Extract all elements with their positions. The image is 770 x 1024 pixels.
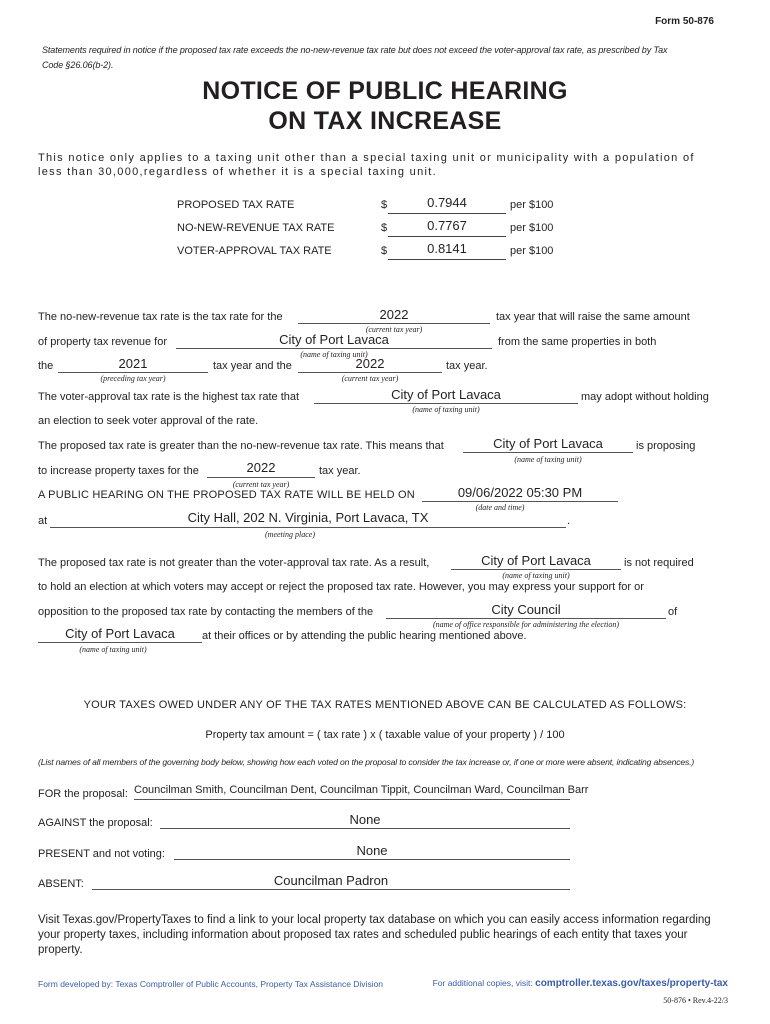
p3-text-1: The proposed tax rate is greater than the no-new-revenue tax rate. This means that xyxy=(38,440,444,452)
p4-taxing-unit[interactable]: City of Port Lavaca xyxy=(481,553,591,568)
p2-text-1: The voter-approval tax rate is the highest tax rate that xyxy=(38,391,300,403)
p1-blank-1 xyxy=(298,323,490,324)
p4-taxing-unit-2[interactable]: City of Port Lavaca xyxy=(65,626,175,641)
p1-text-1: The no-new-revenue tax rate is the tax rate for the xyxy=(38,311,283,323)
p1-preceding-year[interactable]: 2021 xyxy=(118,356,148,371)
vote-value-present[interactable]: None xyxy=(356,843,388,858)
header-note: Statements required in notice if the proposed tax rate exceeds the no-new-revenue tax rate but does not exceed the voter-approval tax rate, as prescribed by Tax Code §26.06(b-2). xyxy=(42,45,668,70)
vote-label-absent: ABSENT: xyxy=(38,878,84,890)
rate-value-voter-approval[interactable]: 0.8141 xyxy=(427,241,467,256)
p1-caption-2: (name of taxing unit) xyxy=(300,350,368,359)
p1-caption-3: (preceding tax year) xyxy=(100,374,166,383)
p1-caption-4: (current tax year) xyxy=(341,374,399,383)
hearing-text-1: A PUBLIC HEARING ON THE PROPOSED TAX RATE WILL BE HELD ON xyxy=(38,489,415,501)
p1-blank-2 xyxy=(176,348,492,349)
p2-blank-1 xyxy=(314,403,578,404)
p3-current-year[interactable]: 2022 xyxy=(246,460,276,475)
calc-heading: YOUR TAXES OWED UNDER ANY OF THE TAX RATES MENTIONED ABOVE CAN BE CALCULATED AS FOLLOWS: xyxy=(83,699,687,711)
p3-blank-1 xyxy=(463,452,633,453)
p1-current-year-2[interactable]: 2022 xyxy=(355,356,385,371)
p2-caption-1: (name of taxing unit) xyxy=(412,405,480,414)
p4-text-4: opposition to the proposed tax rate by contacting the members of the xyxy=(38,606,374,618)
vote-label-against: AGAINST the proposal: xyxy=(38,817,153,829)
p2-text-2: may adopt without holding xyxy=(581,391,709,403)
p3-text-4: tax year. xyxy=(319,465,361,477)
rate-label-no-new-revenue: NO-NEW-REVENUE TAX RATE xyxy=(177,222,335,234)
title-line-1: NOTICE OF PUBLIC HEARING xyxy=(202,77,568,105)
p3-caption-1: (name of taxing unit) xyxy=(514,455,582,464)
p2-taxing-unit[interactable]: City of Port Lavaca xyxy=(391,387,501,402)
vote-line-present xyxy=(174,859,570,860)
p1-current-year-1[interactable]: 2022 xyxy=(379,307,409,322)
calc-formula: Property tax amount = ( tax rate ) x ( taxable value of your property ) / 100 xyxy=(205,729,565,741)
footer-paragraph: Visit Texas.gov/PropertyTaxes to find a link to your local property tax database on which you can easily access information regarding your property taxes, including information about proposed tax rates and scheduled public hearings of each entity that taxes your property. xyxy=(38,914,711,956)
rate-per-proposed: per $100 xyxy=(510,199,554,211)
footer-copies xyxy=(433,978,728,989)
hearing-caption-1: (date and time) xyxy=(475,503,525,512)
revision-number: 50-876 • Rev.4-22/3 xyxy=(663,996,728,1005)
vote-label-present: PRESENT and not voting: xyxy=(38,848,165,860)
rate-per-voter-approval: per $100 xyxy=(510,245,554,257)
vote-value-for[interactable]: Councilman Smith, Councilman Dent, Councilman Tippit, Councilman Ward, Councilman Barr xyxy=(134,784,589,796)
hearing-date-time[interactable]: 09/06/2022 05:30 PM xyxy=(457,485,583,500)
vote-value-against[interactable]: None xyxy=(349,812,381,827)
p4-text-3: to hold an election at which voters may accept or reject the proposed tax rate. However, you may express your support for or xyxy=(38,581,644,593)
p1-caption-1: (current tax year) xyxy=(365,325,423,334)
p4-governing-office[interactable]: City Council xyxy=(491,602,561,617)
vote-label-for: FOR the proposal: xyxy=(38,788,128,800)
rate-label-voter-approval: VOTER-APPROVAL TAX RATE xyxy=(177,245,332,257)
footer-copies-link[interactable]: comptroller.texas.gov/taxes/property-tax xyxy=(535,978,728,989)
p1-text-5: the xyxy=(38,360,54,372)
hearing-place[interactable]: City Hall, 202 N. Virginia, Port Lavaca, TX xyxy=(187,510,429,525)
vote-value-absent[interactable]: Councilman Padron xyxy=(273,873,389,888)
rate-label-proposed: PROPOSED TAX RATE xyxy=(177,199,295,211)
p4-caption-1: (name of taxing unit) xyxy=(502,571,570,580)
p1-text-2: tax year that will raise the same amount xyxy=(496,311,690,323)
p4-caption-2: (name of office responsible for administering the election) xyxy=(432,620,620,629)
p1-text-4: from the same properties in both xyxy=(498,336,657,348)
rate-dollar-voter-approval: $ xyxy=(381,245,388,257)
rate-dollar-no-new-revenue: $ xyxy=(381,222,388,234)
p4-blank-3 xyxy=(38,642,202,643)
footer-developer: Form developed by: Texas Comptroller of Public Accounts, Property Tax Assistance Division xyxy=(38,979,384,989)
title-line-2: ON TAX INCREASE xyxy=(268,107,502,135)
form-number: Form 50-876 xyxy=(655,16,714,27)
hearing-text-2: at xyxy=(38,515,48,527)
p3-caption-2: (current tax year) xyxy=(232,480,290,489)
p2-text-3: an election to seek voter approval of the rate. xyxy=(38,415,259,427)
vote-line-absent xyxy=(92,889,570,890)
p4-text-6: at their offices or by attending the public hearing mentioned above. xyxy=(202,630,527,642)
hearing-caption-2: (meeting place) xyxy=(265,530,315,539)
rate-dollar-proposed: $ xyxy=(381,199,388,211)
p3-text-3: to increase property taxes for the xyxy=(38,465,199,477)
p4-text-2: is not required xyxy=(624,557,694,569)
p3-text-2: is proposing xyxy=(636,440,696,452)
footer-copies-prefix: For additional copies, visit: xyxy=(432,978,533,988)
governing-body-note: (List names of all members of the governing body below, showing how each voted on the proposal to consider the tax increase or, if one or more were absent, indicating absences.) xyxy=(38,757,695,767)
hearing-text-3: . xyxy=(567,515,571,527)
p1-blank-4 xyxy=(298,372,442,373)
rate-per-no-new-revenue: per $100 xyxy=(510,222,554,234)
rate-value-proposed[interactable]: 0.7944 xyxy=(427,195,467,210)
rate-value-no-new-revenue[interactable]: 0.7767 xyxy=(427,218,467,233)
p3-blank-2 xyxy=(207,477,315,478)
p4-caption-3: (name of taxing unit) xyxy=(79,645,147,654)
p4-blank-2 xyxy=(386,618,666,619)
p1-text-7: tax year. xyxy=(446,360,488,372)
p1-text-6: tax year and the xyxy=(213,360,292,372)
hearing-blank-2 xyxy=(50,527,566,528)
p3-taxing-unit[interactable]: City of Port Lavaca xyxy=(493,436,603,451)
hearing-blank-1 xyxy=(422,501,618,502)
p1-taxing-unit[interactable]: City of Port Lavaca xyxy=(279,332,389,347)
p4-text-1: The proposed tax rate is not greater than the voter-approval tax rate. As a result, xyxy=(38,557,430,569)
p4-text-5: of xyxy=(668,606,678,618)
page-title xyxy=(0,76,770,136)
p1-text-3: of property tax revenue for xyxy=(38,336,168,348)
p1-blank-3 xyxy=(58,372,208,373)
vote-line-against xyxy=(160,828,570,829)
vote-line-for xyxy=(134,799,570,800)
intro-text: This notice only applies to a taxing unit other than a special taxing unit or municipality with a population of less than 30,000,regardless of whether it is a special taxing unit. xyxy=(38,152,695,178)
p4-blank-1 xyxy=(451,569,621,570)
